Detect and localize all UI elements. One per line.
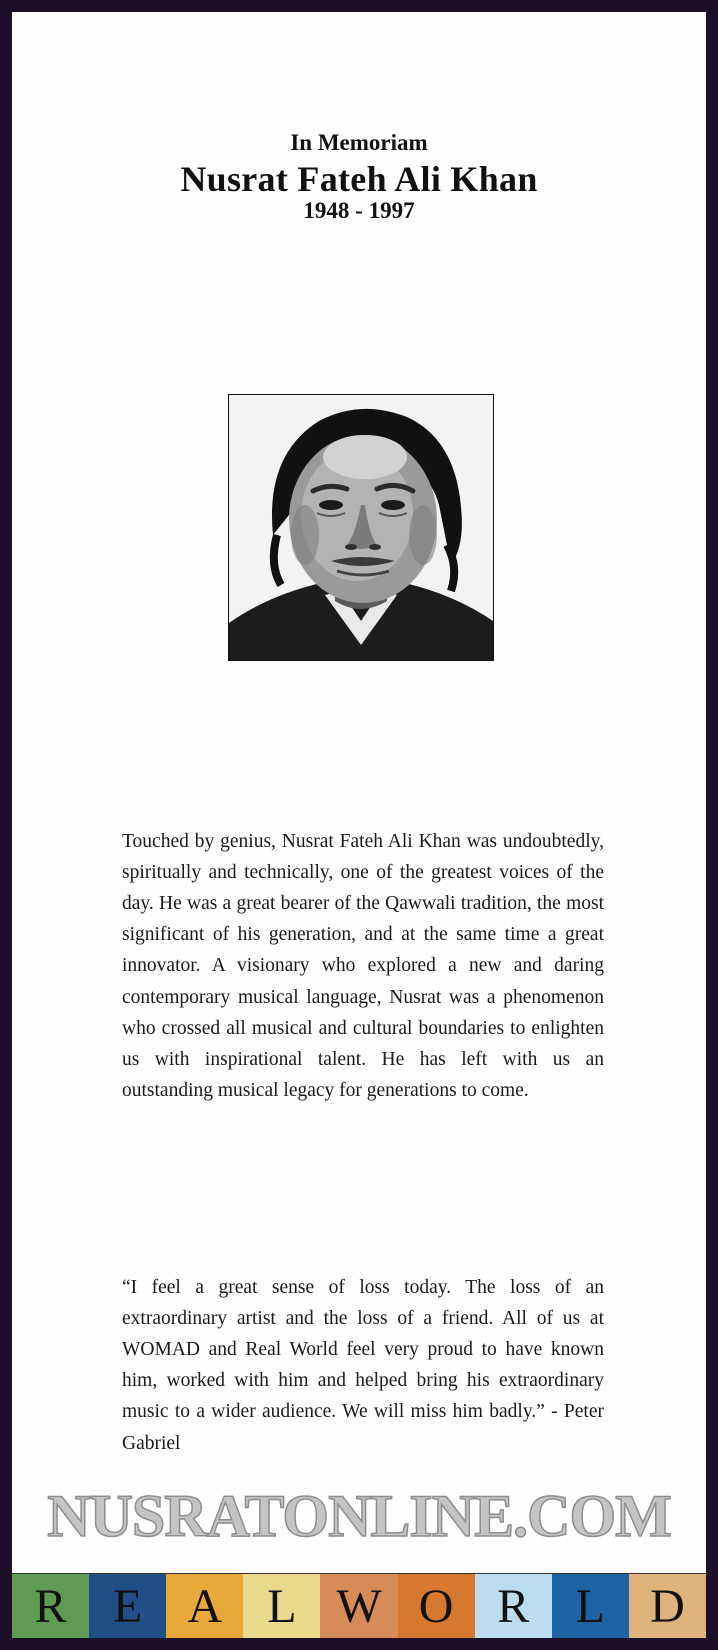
portrait-photo <box>228 394 494 661</box>
realworld-letter-tile: D <box>629 1574 706 1638</box>
memorial-card <box>12 12 706 1638</box>
memoriam-label: In Memoriam <box>290 130 428 155</box>
life-dates: 1948 - 1997 <box>303 198 415 223</box>
realworld-letter-tile: L <box>552 1574 629 1638</box>
website-watermark: NUSRATONLINE.COM <box>47 1483 671 1549</box>
realworld-letter-tile: E <box>89 1574 166 1638</box>
realworld-letter-tile: R <box>475 1574 552 1638</box>
realworld-letter-tile: O <box>398 1574 475 1638</box>
real-world-logo-bar <box>12 1573 706 1638</box>
realworld-letter-tile: R <box>12 1574 89 1638</box>
tribute-paragraph: Touched by genius, Nusrat Fateh Ali Khan was undoubtedly, spiritually and technically, one of the greatest voices of the day. He was a great bearer of the Qawwali tradition, the most significant of his generation, and at the same time a great innovator. A visionary who explored a new and daring contemporary musical language, Nusrat was a phenomenon who crossed all musical and cultural boundaries to enlighten us with inspirational talent. He has left with us an outstanding musical legacy for generations to come. <box>122 830 604 1102</box>
artist-name: Nusrat Fateh Ali Khan <box>180 159 538 199</box>
realworld-letter-tile: A <box>166 1574 243 1638</box>
realworld-letter-tile: W <box>320 1574 397 1638</box>
realworld-letter-tile: L <box>243 1574 320 1638</box>
peter-gabriel-quote: “I feel a great sense of loss today. The loss of an extraordinary artist and the loss of a friend. All of us at WOMAD and Real World feel very proud to have known him, worked with him and helped bring his extraordinary music to a wider audience. We will miss him badly.” - Peter Gabriel <box>122 1276 604 1454</box>
